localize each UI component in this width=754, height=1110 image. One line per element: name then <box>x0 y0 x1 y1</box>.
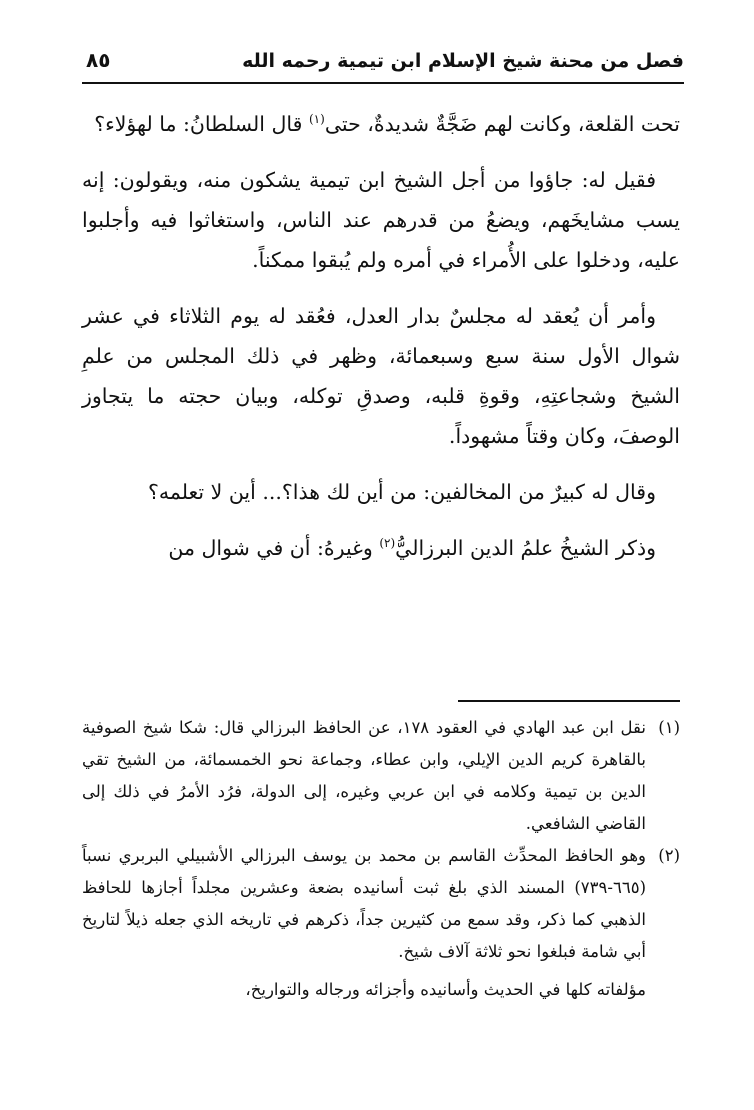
paragraph: وأمر أن يُعقد له مجلسٌ بدار العدل، فعُقد له يوم الثلاثاء في عشر شوال الأول سنة سبع وسبعمائة، وظهر في ذلك المجلس من علمِ الشيخ وشجاعتِهِ، وقوةِ قلبه، وصدقِ توكله، وبيان حجته ما يتجاوز الوصفَ، وكان وقتاً مشهوداً. <box>82 304 680 448</box>
footnote <box>82 840 680 968</box>
footnote-marker: (٢) <box>658 846 680 865</box>
header-rule <box>82 82 684 84</box>
paragraph: فقيل له: جاؤوا من أجل الشيخ ابن تيمية يشكون منه، ويقولون: إنه يسب مشايخَهم، ويضعُ من قدرهم عند الناس، واستغاثوا فيه وأجلبوا عليه، ودخلوا على الأُمراء في أمره ولم يُبقوا ممكناً. <box>82 168 680 272</box>
footnote-reference: (٢) <box>379 536 396 551</box>
page-header <box>86 40 684 72</box>
paragraph-text: قال السلطانُ: ما لهؤلاء؟ <box>94 112 309 136</box>
footnote-separator <box>458 700 680 702</box>
footnotes <box>82 712 680 1006</box>
paragraph <box>82 528 680 568</box>
paragraph <box>82 104 680 144</box>
paragraph-text: وغيرهُ: أن في شوال من <box>168 536 380 560</box>
running-title: فصل من محنة شيخ الإسلام ابن تيمية رحمه الله <box>242 50 684 72</box>
footnote-continuation: مؤلفاته كلها في الحديث وأسانيده وأجزائه ورجاله والتواريخ، <box>245 980 646 999</box>
footnote <box>82 712 680 840</box>
footnote-text: نقل ابن عبد الهادي في العقود ١٧٨، عن الحافظ البرزالي قال: شكا شيخ الصوفية بالقاهرة كريم الدين الإيلي، وابن عطاء، وجماعة نحو الخمسمائة، من الشيخ تقي الدين بن تيمية وكلامه في ابن عربي وغيره، إلى الدولة، فرُد الأمرُ في ذلك إلى القاضي الشافعي. <box>82 718 646 833</box>
footnote-text: وهو الحافظ المحدِّث القاسم بن محمد بن يوسف البرزالي الأشبيلي البربري نسباً (٦٦٥-٧٣٩) المسند الذي بلغ ثبت أسانيده بضعة وعشرين مجلداً أجازها للحافظ الذهبي كما ذكر، وقد سمع من كثيرين جداً، ذكرهم في تاريخه الذي جعله ذيلاً لتاريخ أبي شامة فبلغوا نحو ثلاثة آلاف شيخ. <box>82 846 646 961</box>
footnote-marker: (١) <box>658 718 680 737</box>
page-number: ٨٥ <box>86 48 111 72</box>
main-text <box>82 104 680 584</box>
paragraph-text: وذكر الشيخُ علمُ الدين البرزاليُّ <box>395 536 656 560</box>
paragraph-text: تحت القلعة، وكانت لهم ضَجَّةٌ شديدةٌ، حتى <box>324 112 680 136</box>
paragraph: وقال له كبيرٌ من المخالفين: من أين لك هذا؟... أين لا تعلمه؟ <box>148 480 656 504</box>
footnote-reference: (١) <box>308 112 325 127</box>
